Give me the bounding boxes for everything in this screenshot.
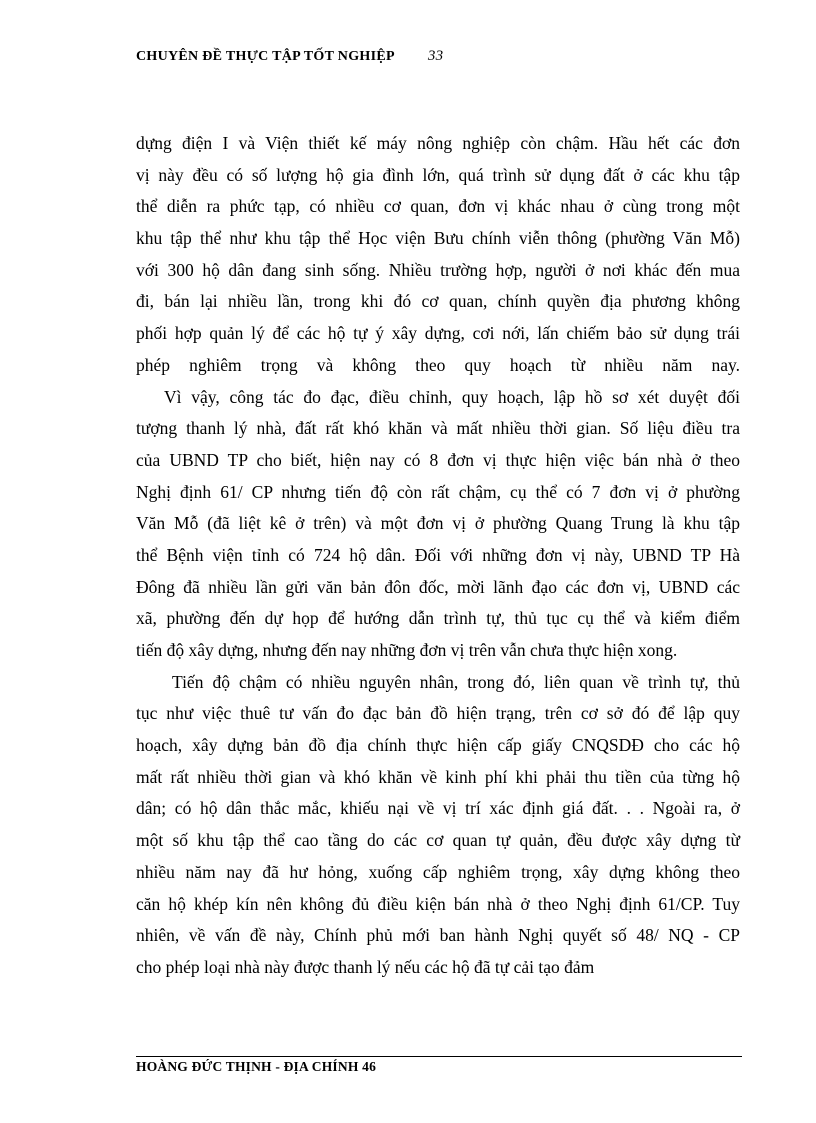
text-line: mất rất nhiều thời gian và khó khăn về kinh phí khi phải thu tiền của từng hộ [136,766,740,787]
text-line: thể Bệnh viện tỉnh có 724 hộ dân. Đối với những đơn vị này, UBND TP Hà [136,544,740,565]
page-number: 33 [427,48,444,64]
text-line: cho phép loại nhà này được thanh lý nếu các hộ đã tự cải tạo đảm [136,956,595,977]
text-line: xã, phường đến dự họp để hướng dẫn trình tự, thủ tục cụ thể và kiểm điểm [136,608,740,629]
text-line: hoạch, xây dựng bản đồ địa chính thực hiện cấp giấy CNQSDĐ cho các hộ [136,735,740,756]
text-line: Đông đã nhiều lần gửi văn bản đôn đốc, mời lãnh đạo các đơn vị, UBND các [136,576,740,597]
text-line: một số khu tập thể cao tầng do các cơ quan tự quản, đều được xây dựng từ [136,830,740,851]
text-line: Văn Mỗ (đã liệt kê ở trên) và một đơn vị ở phường Quang Trung là khu tập [136,513,740,534]
text-line: đi, bán lại nhiều lần, trong khi đó cơ quan, chính quyền địa phương không [136,291,740,312]
text-line: nhiều năm nay đã hư hỏng, xuống cấp nghiêm trọng, xây dựng không theo [136,861,740,882]
text-line: Nghị định 61/ CP nhưng tiến độ còn rất chậm, cụ thể có 7 đơn vị ở phường [136,481,740,502]
text-line: Tiến độ chậm có nhiều nguyên nhân, trong đó, liên quan về trình tự, thủ [172,671,740,692]
text-line: phép nghiêm trọng và không theo quy hoạch từ nhiều năm nay. [136,354,740,375]
text-line: phối hợp quản lý để các hộ tự ý xây dựng, cơi nới, lấn chiếm bảo sử dụng trái [136,323,740,344]
text-line: với 300 hộ dân đang sinh sống. Nhiều trường hợp, người ở nơi khác đến mua [136,259,740,280]
text-line: của UBND TP cho biết, hiện nay có 8 đơn vị thực hiện việc bán nhà ở theo [136,449,740,470]
text-line: thể diễn ra phức tạp, có nhiều cơ quan, đơn vị khác nhau ở cùng trong một [136,196,740,217]
text-line: dân; có hộ dân thắc mắc, khiếu nại về vị trí xác định giá đất. . . Ngoài ra, ở [136,798,740,819]
body-text [136,128,740,984]
page-header [136,48,443,65]
text-line: dựng điện I và Viện thiết kế máy nông nghiệp còn chậm. Hầu hết các đơn [136,133,740,153]
text-line: khu tập thể như khu tập thể Học viện Bưu chính viễn thông (phường Văn Mỗ) [136,228,740,249]
text-line: Vì vậy, công tác đo đạc, điều chỉnh, quy hoạch, lập hồ sơ xét duyệt đối [164,386,740,407]
footer-divider [136,1056,742,1057]
text-line: tục như việc thuê tư vấn đo đạc bản đồ hiện trạng, trên cơ sở đó để lập quy [136,703,740,724]
text-line: vị này đều có số lượng hộ gia đình lớn, quá trình sử dụng đất ở các khu tập [136,164,740,185]
text-line: nhiên, về vấn đề này, Chính phủ mới ban hành Nghị quyết số 48/ NQ - CP [136,925,740,946]
text-line: tiến độ xây dựng, nhưng đến nay những đơn vị trên vẫn chưa thực hiện xong. [136,640,678,660]
page-footer: HOÀNG ĐỨC THỊNH - ĐỊA CHÍNH 46 [136,1059,377,1074]
text-line: căn hộ khép kín nên không đủ điều kiện bán nhà ở theo Nghị định 61/CP. Tuy [136,893,740,914]
text-line: tượng thanh lý nhà, đất rất khó khăn và mất nhiều thời gian. Số liệu điều tra [136,418,740,439]
document-title: CHUYÊN ĐỀ THỰC TẬP TỐT NGHIỆP [136,49,395,64]
